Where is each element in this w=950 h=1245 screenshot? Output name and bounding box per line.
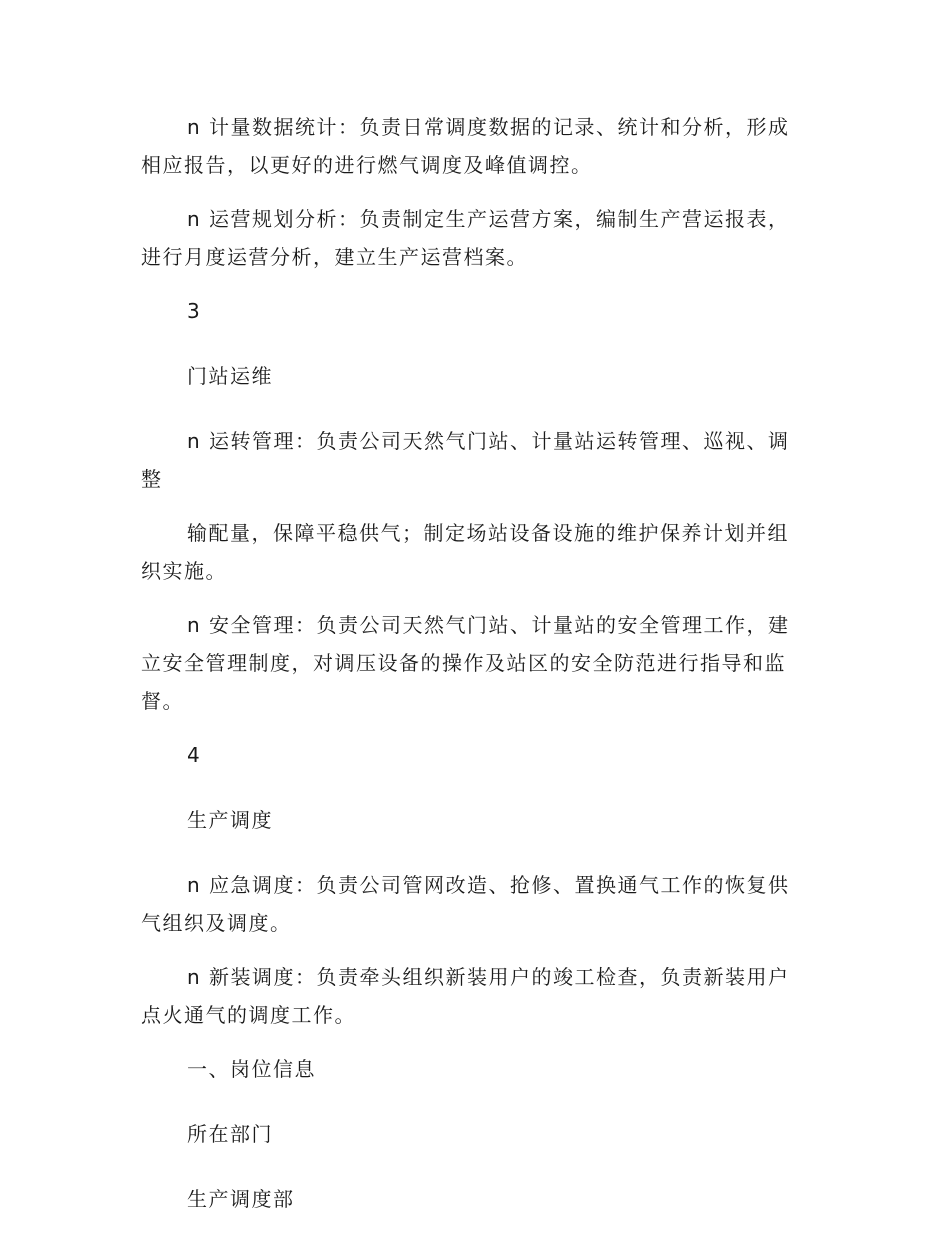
paragraph-supply-maintenance: 输配量，保障平稳供气；制定场站设备设施的维护保养计划并组织实施。	[141, 521, 789, 583]
paragraph-operation-management: n 运转管理：负责公司天然气门站、计量站运转管理、巡视、调整	[141, 429, 790, 491]
section-number-4: 4	[187, 743, 202, 767]
section-heading-position-info: 一、岗位信息	[187, 1057, 316, 1081]
paragraph-emergency-dispatch: n 应急调度：负责公司管网改造、抢修、置换通气工作的恢复供气组织及调度。	[141, 873, 790, 935]
paragraph-operation-planning: n 运营规划分析：负责制定生产运营方案，编制生产营运报表，进行月度运营分析，建立生产运营档案。	[141, 207, 790, 269]
paragraph-metering-statistics: n 计量数据统计：负责日常调度数据的记录、统计和分析，形成相应报告，以更好的进行燃气调度及峰值调控。	[141, 115, 790, 177]
paragraph-safety-management: n 安全管理：负责公司天然气门站、计量站的安全管理工作，建立安全管理制度，对调压设备的操作及站区的安全防范进行指导和监督。	[141, 613, 790, 713]
document-body	[141, 108, 801, 1245]
value-department: 生产调度部	[187, 1187, 295, 1211]
label-department: 所在部门	[187, 1122, 273, 1146]
section-heading-production-dispatch: 生产调度	[187, 808, 273, 832]
section-heading-gate-station: 门站运维	[187, 364, 273, 388]
paragraph-new-install-dispatch: n 新装调度：负责牵头组织新装用户的竣工检查，负责新装用户点火通气的调度工作。	[141, 965, 790, 1027]
section-number-3: 3	[187, 299, 202, 323]
